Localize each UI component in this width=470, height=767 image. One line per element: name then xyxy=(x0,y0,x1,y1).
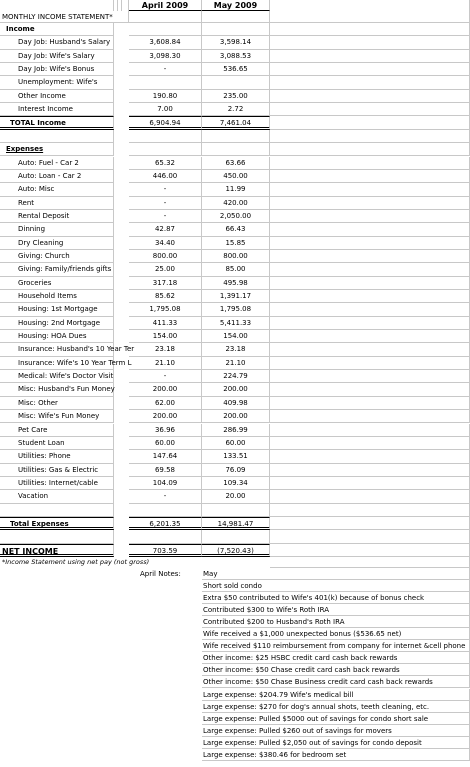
expense-label[interactable]: Auto: Fuel - Car 2 xyxy=(0,157,114,170)
may-value[interactable]: 286.99 xyxy=(202,424,270,437)
april-value[interactable]: 23.18 xyxy=(129,343,202,356)
note-row xyxy=(0,676,470,688)
income-row xyxy=(0,50,470,63)
april-notes-label: April Notes: xyxy=(140,570,181,578)
expense-row xyxy=(0,357,470,370)
blank-row xyxy=(0,130,470,143)
may-value[interactable]: 23.18 xyxy=(202,343,270,356)
expense-label[interactable]: Giving: Family/friends gifts xyxy=(0,263,114,276)
empty-cell[interactable] xyxy=(270,143,470,156)
empty-cell[interactable] xyxy=(270,0,470,11)
empty-cell[interactable] xyxy=(122,0,129,11)
empty-cell[interactable] xyxy=(202,530,270,543)
footnote: *Income Statement using net pay (not gross) xyxy=(2,558,150,566)
expense-row xyxy=(0,477,470,490)
empty-cell[interactable] xyxy=(270,330,470,343)
note-text: Other income: $50 Chase credit card cash back rewards xyxy=(203,666,400,675)
empty-cell[interactable] xyxy=(129,11,202,23)
empty-cell[interactable] xyxy=(270,11,470,23)
expense-label[interactable]: Household Items xyxy=(0,290,114,303)
expense-label[interactable]: Housing: HOA Dues xyxy=(0,330,114,343)
april-value[interactable]: 154.00 xyxy=(129,330,202,343)
income-label[interactable]: Interest Income xyxy=(0,103,114,116)
expense-row xyxy=(0,197,470,210)
expense-row xyxy=(0,157,470,170)
may-value[interactable]: 76.09 xyxy=(202,464,270,477)
empty-cell[interactable] xyxy=(129,530,202,543)
empty-cell[interactable] xyxy=(270,223,470,236)
expenses-heading[interactable]: Expenses xyxy=(0,143,114,156)
income-label[interactable]: Day Job: Wife's Bonus xyxy=(0,63,114,76)
total-income-label[interactable]: TOTAL Income xyxy=(0,116,114,129)
may-value[interactable]: 420.00 xyxy=(202,197,270,210)
may-net-income[interactable]: (7,520.43) xyxy=(202,544,270,557)
expense-row xyxy=(0,383,470,396)
april-value[interactable]: 200.00 xyxy=(129,410,202,423)
may-total-expenses[interactable]: 14,981.47 xyxy=(202,517,270,530)
income-row xyxy=(0,103,470,116)
may-value[interactable]: 224.79 xyxy=(202,370,270,383)
april-value[interactable]: 42.87 xyxy=(129,223,202,236)
empty-cell[interactable] xyxy=(270,397,470,410)
income-label[interactable]: Day Job: Husband's Salary xyxy=(0,36,114,49)
empty-cell[interactable] xyxy=(270,544,470,557)
total-expenses-row xyxy=(0,517,470,530)
april-value[interactable]: 190.80 xyxy=(129,90,202,103)
expense-label[interactable]: Vacation xyxy=(0,490,114,503)
income-heading-row xyxy=(0,23,470,36)
expense-label[interactable]: Auto: Misc xyxy=(0,183,114,196)
note-row xyxy=(0,737,470,749)
expense-label[interactable]: Misc: Wife's Fun Money xyxy=(0,410,114,423)
april-value[interactable]: 85.62 xyxy=(129,290,202,303)
april-value[interactable]: 147.64 xyxy=(129,450,202,463)
empty-cell[interactable] xyxy=(270,250,470,263)
expense-label[interactable]: Medical: Wife's Doctor Visit xyxy=(0,370,114,383)
note-row xyxy=(0,689,470,701)
empty-cell[interactable] xyxy=(0,130,114,143)
empty-cell[interactable] xyxy=(0,504,114,517)
may-value[interactable]: 66.43 xyxy=(202,223,270,236)
expense-row xyxy=(0,330,470,343)
april-value[interactable]: 317.18 xyxy=(129,277,202,290)
expense-label[interactable]: Rental Deposit xyxy=(0,210,114,223)
empty-cell[interactable] xyxy=(270,343,470,356)
april-value[interactable]: - xyxy=(129,370,202,383)
april-total-expenses[interactable]: 6,201.35 xyxy=(129,517,202,530)
expense-label[interactable]: Utilities: Phone xyxy=(0,450,114,463)
empty-cell[interactable] xyxy=(270,76,470,89)
expense-row xyxy=(0,397,470,410)
empty-cell[interactable] xyxy=(202,143,270,156)
may-value[interactable]: 5,411.33 xyxy=(202,317,270,330)
income-label[interactable]: Other Income xyxy=(0,90,114,103)
income-row xyxy=(0,90,470,103)
expense-row xyxy=(0,424,470,437)
may-value[interactable]: 3,088.53 xyxy=(202,50,270,63)
empty-cell[interactable] xyxy=(270,23,470,36)
empty-cell[interactable] xyxy=(270,130,470,143)
empty-cell[interactable] xyxy=(270,263,470,276)
may-value[interactable]: 21.10 xyxy=(202,357,270,370)
april-value[interactable]: 62.00 xyxy=(129,397,202,410)
april-value[interactable]: 34.40 xyxy=(129,237,202,250)
note-row xyxy=(0,568,470,580)
note-row xyxy=(0,616,470,628)
expense-label[interactable]: Student Loan xyxy=(0,437,114,450)
expense-row xyxy=(0,370,470,383)
may-value[interactable]: 3,598.14 xyxy=(202,36,270,49)
april-value[interactable]: 69.58 xyxy=(129,464,202,477)
may-column-header[interactable]: May 2009 xyxy=(202,0,270,11)
may-value[interactable]: 800.00 xyxy=(202,250,270,263)
expense-row xyxy=(0,263,470,276)
expense-label[interactable]: Groceries xyxy=(0,277,114,290)
empty-cell[interactable] xyxy=(270,116,470,129)
note-row xyxy=(0,592,470,604)
title-row xyxy=(0,11,470,23)
may-value[interactable]: 235.00 xyxy=(202,90,270,103)
empty-cell[interactable] xyxy=(270,50,470,63)
empty-cell[interactable] xyxy=(270,477,470,490)
april-value[interactable]: - xyxy=(129,197,202,210)
net-income-label[interactable]: NET INCOME xyxy=(0,544,114,557)
expense-row xyxy=(0,170,470,183)
blank-row xyxy=(0,530,470,543)
note-text: Short sold condo xyxy=(203,582,262,591)
expense-row xyxy=(0,277,470,290)
expense-label[interactable]: Utilities: Gas & Electric xyxy=(0,464,114,477)
note-cell[interactable] xyxy=(202,568,470,580)
expense-label[interactable]: Misc: Husband's Fun Money xyxy=(0,383,114,396)
note-row xyxy=(0,640,470,652)
expense-label[interactable]: Insurance: Husband's 10 Year Ter xyxy=(0,343,114,356)
empty-cell[interactable] xyxy=(270,317,470,330)
may-value[interactable]: 85.00 xyxy=(202,263,270,276)
empty-cell[interactable] xyxy=(270,490,470,503)
empty-cell[interactable] xyxy=(270,290,470,303)
april-value[interactable]: 25.00 xyxy=(129,263,202,276)
statement-title[interactable]: MONTHLY INCOME STATEMENT* xyxy=(0,11,129,23)
expense-row xyxy=(0,250,470,263)
empty-cell[interactable] xyxy=(202,130,270,143)
expense-row xyxy=(0,303,470,316)
note-text: Wife received $110 reimbursement from company for internet &cell phone xyxy=(203,642,466,651)
income-heading[interactable]: Income xyxy=(0,23,114,36)
empty-cell[interactable] xyxy=(202,23,270,36)
income-row xyxy=(0,36,470,49)
expense-label[interactable]: Housing: 2nd Mortgage xyxy=(0,317,114,330)
april-value[interactable]: 104.09 xyxy=(129,477,202,490)
expense-label[interactable]: Insurance: Wife's 10 Year Term L xyxy=(0,357,114,370)
may-value[interactable]: 60.00 xyxy=(202,437,270,450)
note-text: Large expense: $204.79 Wife's medical bill xyxy=(203,690,354,699)
empty-cell[interactable] xyxy=(202,11,270,23)
note-row xyxy=(0,604,470,616)
note-text: Large expense: $270 for dog's annual shots, teeth cleaning, etc. xyxy=(203,702,430,711)
april-value[interactable]: 3,098.30 xyxy=(129,50,202,63)
april-value[interactable]: 7.00 xyxy=(129,103,202,116)
note-text: Extra $50 contributed to Wife's 401(k) because of bonus check xyxy=(203,594,425,603)
may-value[interactable]: 1,391.17 xyxy=(202,290,270,303)
note-row xyxy=(0,725,470,737)
note-row xyxy=(0,664,470,676)
may-value[interactable]: 133.51 xyxy=(202,450,270,463)
note-text: Contributed $300 to Wife's Roth IRA xyxy=(203,606,330,615)
empty-cell[interactable] xyxy=(270,197,470,210)
expense-row xyxy=(0,183,470,196)
expense-row xyxy=(0,237,470,250)
empty-cell[interactable] xyxy=(129,143,202,156)
april-value[interactable]: - xyxy=(129,490,202,503)
empty-cell[interactable] xyxy=(270,157,470,170)
empty-cell[interactable] xyxy=(270,450,470,463)
expense-row xyxy=(0,464,470,477)
empty-cell[interactable] xyxy=(270,210,470,223)
note-text: Large expense: Pulled $5000 out of savings for condo short sale xyxy=(203,714,429,723)
note-row xyxy=(0,713,470,725)
empty-cell[interactable] xyxy=(270,530,470,543)
expense-row xyxy=(0,343,470,356)
expense-label[interactable]: Rent xyxy=(0,197,114,210)
expense-row xyxy=(0,410,470,423)
income-row xyxy=(0,63,470,76)
empty-cell[interactable] xyxy=(270,357,470,370)
empty-cell[interactable] xyxy=(270,237,470,250)
may-value[interactable]: 409.98 xyxy=(202,397,270,410)
empty-cell[interactable] xyxy=(270,90,470,103)
april-value[interactable]: 800.00 xyxy=(129,250,202,263)
april-value[interactable]: 60.00 xyxy=(129,437,202,450)
empty-cell[interactable] xyxy=(0,0,114,11)
april-value[interactable]: 36.96 xyxy=(129,424,202,437)
expense-row xyxy=(0,290,470,303)
note-row xyxy=(0,580,470,592)
total-income-row xyxy=(0,116,470,129)
april-value[interactable] xyxy=(129,76,202,89)
may-value[interactable]: 200.00 xyxy=(202,410,270,423)
note-row xyxy=(0,652,470,664)
blank-row xyxy=(0,504,470,517)
expense-label[interactable]: Misc: Other xyxy=(0,397,114,410)
expense-label[interactable]: Dinning xyxy=(0,223,114,236)
empty-cell[interactable] xyxy=(202,504,270,517)
income-label[interactable]: Unemployment: Wife's xyxy=(0,76,114,89)
empty-cell[interactable] xyxy=(270,63,470,76)
note-text: Wife received a $1,000 unexpected bonus ($536.65 net) xyxy=(203,630,402,639)
total-expenses-label[interactable]: Total Expenses xyxy=(0,517,114,530)
may-value[interactable]: 20.00 xyxy=(202,490,270,503)
note-row xyxy=(0,701,470,713)
empty-cell[interactable] xyxy=(270,370,470,383)
may-value[interactable]: 200.00 xyxy=(202,383,270,396)
april-value[interactable]: 65.32 xyxy=(129,157,202,170)
april-value[interactable]: - xyxy=(129,210,202,223)
note-row xyxy=(0,628,470,640)
income-label[interactable]: Day Job: Wife's Salary xyxy=(0,50,114,63)
empty-cell[interactable] xyxy=(270,464,470,477)
empty-cell[interactable] xyxy=(270,103,470,116)
april-value[interactable]: 21.10 xyxy=(129,357,202,370)
may-value[interactable]: 536.65 xyxy=(202,63,270,76)
empty-cell[interactable] xyxy=(270,410,470,423)
note-text: Large expense: $380.46 for bedroom set xyxy=(203,750,347,759)
april-value[interactable]: 200.00 xyxy=(129,383,202,396)
expense-row xyxy=(0,317,470,330)
note-row xyxy=(0,749,470,761)
expense-row xyxy=(0,210,470,223)
expense-row xyxy=(0,437,470,450)
column-header-row xyxy=(0,0,470,11)
expense-row xyxy=(0,450,470,463)
may-value[interactable]: 11.99 xyxy=(202,183,270,196)
note-text: Contributed $200 to Husband's Roth IRA xyxy=(203,618,345,627)
may-value[interactable]: 1,795.08 xyxy=(202,303,270,316)
empty-cell[interactable] xyxy=(0,530,114,543)
empty-cell[interactable] xyxy=(270,383,470,396)
note-text: Other income: $50 Chase Business credit card cash back rewards xyxy=(203,678,433,687)
may-value[interactable]: 2.72 xyxy=(202,103,270,116)
may-value[interactable]: 495.98 xyxy=(202,277,270,290)
expense-label[interactable]: Giving: Church xyxy=(0,250,114,263)
income-row xyxy=(0,76,470,89)
may-value[interactable]: 63.66 xyxy=(202,157,270,170)
note-text: Other income: $25 HSBC credit card cash back rewards xyxy=(203,654,398,663)
net-income-row xyxy=(0,544,470,557)
may-total-income[interactable]: 7,461.04 xyxy=(202,116,270,129)
empty-cell[interactable] xyxy=(270,303,470,316)
empty-cell[interactable] xyxy=(270,424,470,437)
expense-label[interactable]: Pet Care xyxy=(0,424,114,437)
april-value[interactable]: 411.33 xyxy=(129,317,202,330)
may-value[interactable]: 15.85 xyxy=(202,237,270,250)
expense-label[interactable]: Auto: Loan - Car 2 xyxy=(0,170,114,183)
expenses-heading-row xyxy=(0,143,470,156)
note-text: Large expense: Pulled $260 out of savings for movers xyxy=(203,726,392,735)
empty-cell[interactable] xyxy=(270,183,470,196)
empty-cell[interactable] xyxy=(270,277,470,290)
footnote-row xyxy=(0,557,470,568)
expense-row xyxy=(0,223,470,236)
may-value[interactable]: 2,050.00 xyxy=(202,210,270,223)
empty-cell[interactable] xyxy=(270,557,470,568)
may-value[interactable]: 109.34 xyxy=(202,477,270,490)
expense-row xyxy=(0,490,470,503)
empty-cell[interactable] xyxy=(129,504,202,517)
empty-cell[interactable] xyxy=(129,23,202,36)
expense-label[interactable]: Dry Cleaning xyxy=(0,237,114,250)
note-text: May xyxy=(203,570,218,578)
note-text: Large expense: Pulled $2,050 out of savings for condo deposit xyxy=(203,738,422,747)
april-value[interactable]: - xyxy=(129,63,202,76)
may-value[interactable] xyxy=(202,76,270,89)
april-value[interactable]: 446.00 xyxy=(129,170,202,183)
empty-cell[interactable] xyxy=(129,130,202,143)
april-value[interactable]: 1,795.08 xyxy=(129,303,202,316)
may-value[interactable]: 154.00 xyxy=(202,330,270,343)
expense-label[interactable]: Housing: 1st Mortgage xyxy=(0,303,114,316)
empty-cell[interactable] xyxy=(270,517,470,530)
april-value[interactable]: 3,608.84 xyxy=(129,36,202,49)
april-column-header[interactable]: April 2009 xyxy=(129,0,202,11)
empty-cell[interactable] xyxy=(270,437,470,450)
april-total-income[interactable]: 6,904.94 xyxy=(129,116,202,129)
empty-cell[interactable] xyxy=(270,36,470,49)
april-value[interactable]: - xyxy=(129,183,202,196)
empty-cell[interactable] xyxy=(270,504,470,517)
empty-cell[interactable] xyxy=(270,170,470,183)
april-net-income[interactable]: 703.59 xyxy=(129,544,202,557)
expense-label[interactable]: Utilities: Internet/cable xyxy=(0,477,114,490)
may-value[interactable]: 450.00 xyxy=(202,170,270,183)
